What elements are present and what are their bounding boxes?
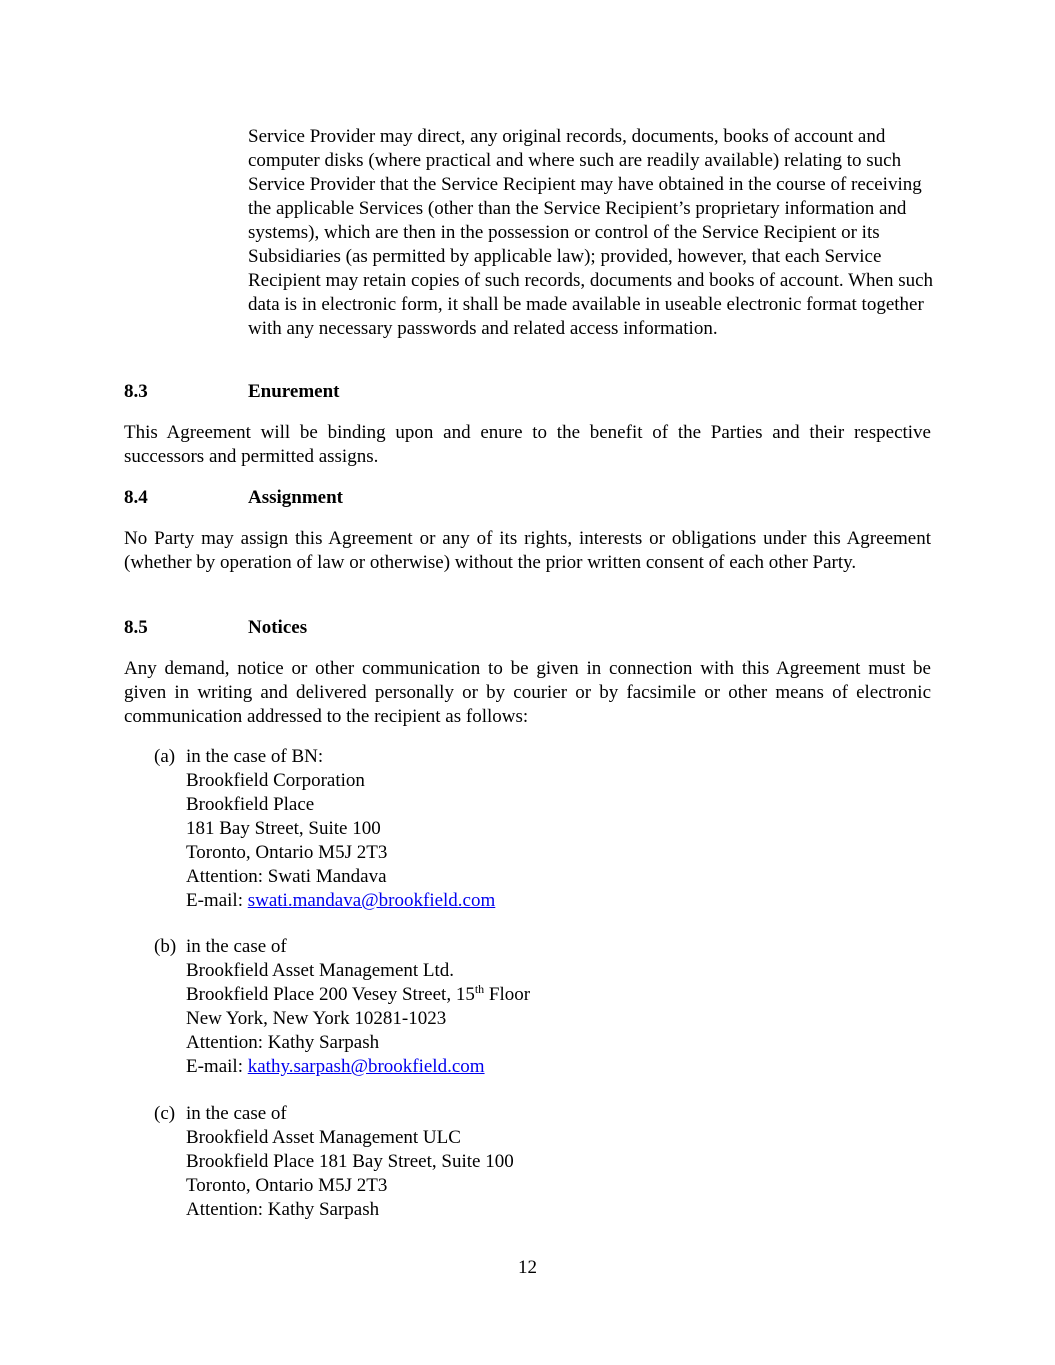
section-heading-8-3 — [124, 380, 339, 404]
section-number: 8.4 — [124, 487, 148, 508]
section-number: 8.3 — [124, 381, 148, 402]
ordinal-suffix: th — [474, 982, 485, 996]
address-email-line — [154, 889, 854, 913]
address-label: (a) — [154, 746, 176, 767]
address-line — [154, 983, 854, 1007]
section-heading-8-4 — [124, 486, 343, 510]
continuation-paragraph: Service Provider may direct, any original records, documents, books of account and computer disks (where practical and where such are readily available) relating to such Service Provider that the Service Recipient may have obtained in the course of receiving the applicable Services (other than the Service Recipient’s proprietary information and systems), which are then in the possession or control of the Service Recipient or its Subsidiaries (as permitted by applicable law); provided, however, that each Service Recipient may retain copies of such records, documents and books of account. When such data is in electronic form, it shall be made available in useable electronic format together with any necessary passwords and related access information. — [248, 126, 934, 339]
address-line-part: Brookfield Place 200 Vesey Street, 15 — [186, 984, 475, 1005]
address-line: Brookfield Asset Management ULC — [186, 1127, 461, 1148]
address-block-b — [154, 935, 854, 1079]
section-title: Assignment — [248, 487, 344, 508]
address-line: Brookfield Corporation — [186, 770, 365, 791]
address-line: Toronto, Ontario M5J 2T3 — [186, 842, 388, 863]
email-link[interactable]: kathy.sarpash@brookfield.com — [247, 1056, 485, 1077]
address-block-c — [154, 1102, 854, 1222]
address-line: Toronto, Ontario M5J 2T3 — [186, 1175, 388, 1196]
address-line-part: Floor — [484, 984, 531, 1005]
address-attention: Attention: Swati Mandava — [186, 866, 387, 887]
address-line: 181 Bay Street, Suite 100 — [186, 818, 381, 839]
address-email-line — [154, 1055, 854, 1079]
email-prefix: E-mail: — [186, 1056, 248, 1077]
address-intro: in the case of — [186, 936, 287, 957]
section-heading-8-5 — [124, 616, 307, 640]
address-line: Brookfield Asset Management Ltd. — [186, 960, 455, 981]
section-title: Enurement — [248, 381, 340, 402]
section-body-8-3: This Agreement will be binding upon and enure to the benefit of the Parties and their respective successors and permitted assigns. — [124, 422, 931, 467]
address-line: New York, New York 10281-1023 — [186, 1008, 447, 1029]
section-title: Notices — [248, 617, 308, 638]
address-line: Brookfield Place — [186, 794, 315, 815]
section-body-8-5: Any demand, notice or other communication to be given in connection with this Agreement must be given in writing and delivered personally or by courier or by facsimile or other means of electronic communication addressed to the recipient as follows: — [124, 658, 931, 727]
address-intro: in the case of BN: — [186, 746, 324, 767]
address-line: Brookfield Place 181 Bay Street, Suite 100 — [186, 1151, 514, 1172]
section-number: 8.5 — [124, 617, 148, 638]
address-block-a — [154, 745, 854, 913]
address-attention: Attention: Kathy Sarpash — [186, 1032, 380, 1053]
address-attention: Attention: Kathy Sarpash — [186, 1199, 380, 1220]
email-prefix: E-mail: — [186, 890, 248, 911]
address-label: (c) — [154, 1103, 176, 1124]
address-intro: in the case of — [186, 1103, 287, 1124]
page-number: 12 — [518, 1257, 537, 1278]
address-label: (b) — [154, 936, 177, 957]
email-link[interactable]: swati.mandava@brookfield.com — [247, 890, 496, 911]
section-body-8-4: No Party may assign this Agreement or any of its rights, interests or obligations under this Agreement (whether by operation of law or otherwise) without the prior written consent of each other Party. — [124, 528, 931, 573]
